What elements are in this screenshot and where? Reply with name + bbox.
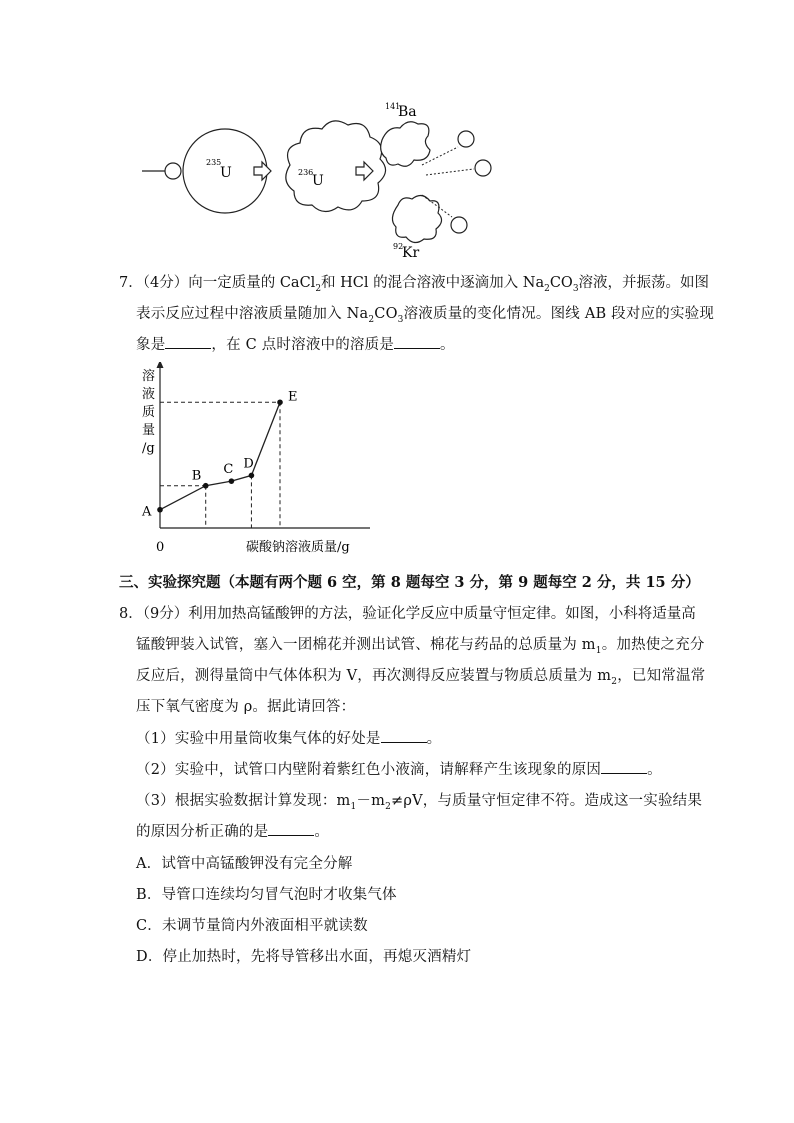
q7-text: 溶液，并振荡。如图	[578, 275, 710, 291]
q7-text: CO	[549, 275, 573, 291]
point-label: A	[142, 504, 152, 520]
y-axis-label: 量	[142, 423, 156, 438]
subscript: 1	[350, 801, 357, 812]
q8-text: （1）实验中用量筒收集气体的好处是	[136, 731, 381, 747]
u236-label: U	[312, 173, 324, 189]
q7-text: 。	[440, 337, 455, 353]
y-axis-label: /g	[142, 441, 155, 456]
q8-text: 。	[647, 762, 662, 778]
q8-text: 利用加热高锰酸钾的方法，验证化学反应中质量守恒定律。如图，小科将适量高	[188, 606, 696, 622]
subscript: 2	[315, 283, 322, 294]
x-axis-label: 碳酸钠溶液质量/g	[246, 540, 350, 555]
y-axis-arrow-icon	[157, 362, 164, 368]
q8-text: 。	[314, 824, 330, 840]
kr-fragment	[392, 195, 441, 242]
q8-line-4: 压下氧气密度为 ρ。据此请回答：	[136, 699, 356, 715]
q8-text: 。	[426, 731, 442, 747]
q8-text: ，已知常温常	[617, 668, 706, 684]
ba-fragment	[381, 122, 430, 167]
q8-line-2	[136, 633, 705, 656]
q8-text: （3）根据实验数据计算发现：m	[136, 793, 351, 809]
y-axis-label: 质	[142, 405, 156, 420]
q8-number: 8．	[119, 606, 143, 622]
q7-line-2	[136, 302, 714, 325]
emitted-neutron	[475, 160, 491, 176]
answer-blank[interactable]	[394, 336, 440, 349]
ba-mass: 141	[385, 102, 401, 111]
answer-blank[interactable]	[601, 761, 647, 774]
subscript: 3	[572, 283, 579, 294]
y-axis-label: 溶	[142, 369, 156, 384]
series-line	[160, 402, 280, 509]
option-b[interactable]: B．导管口连续均匀冒气泡时才收集气体	[136, 887, 397, 903]
subscript: 2	[544, 283, 550, 294]
y-axis-label: 液	[142, 387, 156, 402]
q7-text: 向一定质量的 CaCl	[188, 275, 316, 291]
q7-score: （4分）	[142, 275, 189, 291]
q8-part-2	[136, 758, 662, 779]
u235-label: U	[220, 165, 232, 181]
point-label: D	[243, 456, 254, 472]
q7-text: CO	[374, 306, 398, 322]
q7-chart	[130, 362, 370, 562]
q8-line-1	[119, 602, 696, 623]
subscript: 1	[595, 645, 602, 656]
option-c[interactable]: C．未调节量筒内外液面相平就读数	[136, 918, 368, 934]
point-label: C	[223, 462, 234, 478]
subscript: 2	[368, 314, 375, 325]
q7-text: 溶液质量的变化情况。图线 AB 段对应的实验现	[403, 306, 715, 322]
q7-text: 象是	[136, 337, 166, 353]
q7-line-3	[136, 333, 455, 354]
q7-number: 7．	[119, 275, 143, 291]
emitted-neutron	[458, 131, 474, 147]
emitted-neutron	[451, 217, 467, 233]
data-point	[277, 399, 283, 405]
point-label: E	[288, 389, 298, 405]
q7-text: 表示反应过程中溶液质量随加入 Na	[136, 306, 369, 322]
answer-blank[interactable]	[381, 730, 427, 743]
point-label: B	[191, 468, 202, 484]
q8-part-1	[136, 727, 441, 748]
incoming-neutron	[165, 163, 181, 179]
data-point	[203, 483, 209, 489]
q8-line-3	[136, 664, 705, 687]
q8-text: 锰酸钾装入试管，塞入一团棉花并测出试管、棉花与药品的总质量为 m	[136, 637, 596, 653]
q8-text: （2）实验中，试管口内壁附着紫红色小液滴，请解释产生该现象的原因	[136, 762, 602, 778]
q8-score: （9分）	[142, 606, 189, 622]
subscript: 3	[397, 314, 404, 325]
data-point	[249, 473, 255, 479]
answer-blank[interactable]	[165, 336, 211, 349]
u236-mass: 236	[298, 168, 314, 177]
q7-text: 和 HCl 的混合溶液中逐滴加入 Na	[321, 275, 545, 291]
q8-part-3	[136, 789, 702, 812]
q8-text: 反应后，测得量筒中气体体积为 V，再次测得反应装置与物质总质量为 m	[136, 668, 612, 684]
option-a[interactable]: A．试管中高锰酸钾没有完全分解	[136, 856, 353, 872]
u235-mass: 235	[206, 158, 222, 167]
subscript: 2	[385, 801, 392, 812]
data-point	[229, 478, 235, 484]
data-point	[157, 507, 163, 513]
q8-text: －m	[356, 793, 386, 809]
kr-label: Kr	[402, 245, 420, 261]
q8-text: 。加热使之充分	[601, 637, 705, 653]
q7-line-1	[119, 271, 709, 294]
answer-blank[interactable]	[268, 823, 314, 836]
q8-text: 的原因分析正确的是	[136, 824, 269, 840]
ba-label: Ba	[398, 104, 417, 120]
fission-diagram	[130, 95, 510, 265]
option-d[interactable]: D．停止加热时，先将导管移出水面，再熄灭酒精灯	[136, 949, 472, 965]
kr-mass: 92	[393, 242, 404, 251]
q8-part-3-line-2	[136, 820, 329, 841]
subscript: 2	[611, 676, 618, 687]
q7-text: ，在 C 点时溶液中的溶质是	[211, 337, 395, 353]
origin-label: 0	[156, 540, 165, 555]
section-3-title: 三、实验探究题（本题有两个题 6 空，第 8 题每空 3 分，第 9 题每空 2 分，共 15 分）	[119, 574, 700, 591]
q8-text: ≠ρV，与质量守恒定律不符。造成这一实验结果	[391, 793, 703, 809]
u236-nucleus	[286, 121, 386, 212]
